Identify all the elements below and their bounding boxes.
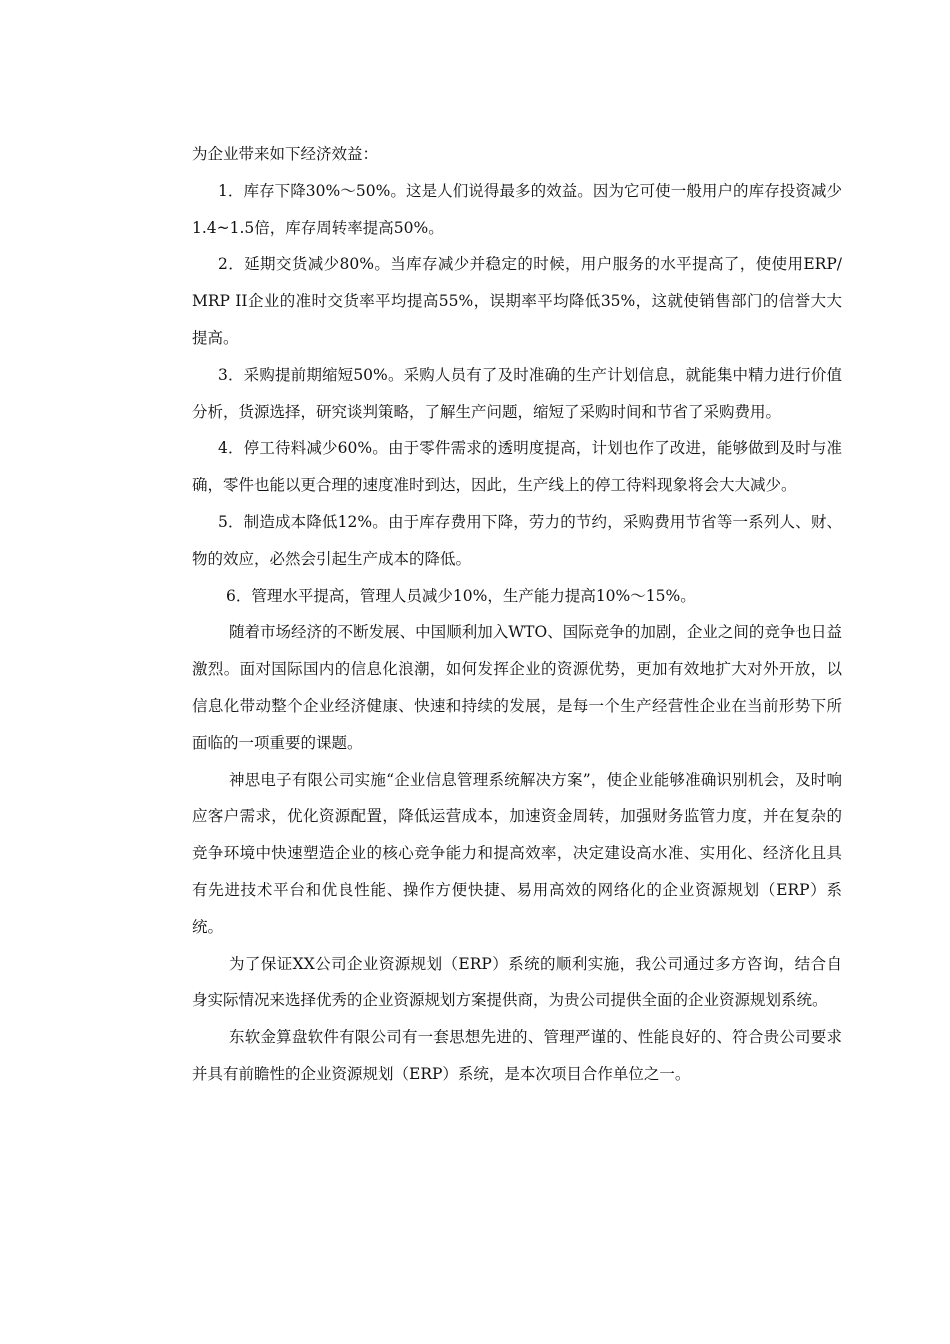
benefit-item-1: 1．库存下降30%～50%。这是人们说得最多的效益。因为它可使一般用户的库存投资减少1.4~1.5倍，库存周转率提高50%。 (192, 181, 842, 237)
benefit-item-5: 5．制造成本降低12%。由于库存费用下降，劳力的节约，采购费用节省等一系列人、财、物的效应，必然会引起生产成本的降低。 (192, 512, 842, 568)
benefit-item-2: 2．延期交货减少80%。当库存减少并稳定的时候，用户服务的水平提高了，使使用ERP/MRP II企业的准时交货率平均提高55%，误期率平均降低35%，这就使销售部门的信誉大大提高。 (192, 255, 842, 347)
document-body (192, 136, 842, 1093)
erp-selection-paragraph: 为了保证XX公司企业资源规划（ERP）系统的顺利实施，我公司通过多方咨询，结合自身实际情况来选择优秀的企业资源规划方案提供商，为贵公司提供全面的企业资源规划系统。 (192, 954, 842, 1010)
benefit-item-6: 6．管理水平提高，管理人员减少10%，生产能力提高10%～15%。 (226, 586, 696, 605)
benefit-item-3: 3．采购提前期缩短50%。采购人员有了及时准确的生产计划信息，就能集中精力进行价值分析，货源选择，研究谈判策略，了解生产问题，缩短了采购时间和节省了采购费用。 (192, 365, 842, 421)
vendor-paragraph: 东软金算盘软件有限公司有一套思想先进的、管理严谨的、性能良好的、符合贵公司要求并具有前瞻性的企业资源规划（ERP）系统，是本次项目合作单位之一。 (192, 1028, 842, 1083)
benefit-item-4: 4．停工待料减少60%。由于零件需求的透明度提高，计划也作了改进，能够做到及时与准确，零件也能以更合理的速度准时到达，因此，生产线上的停工待料现象将会大大减少。 (192, 439, 842, 495)
intro-paragraph: 为企业带来如下经济效益： (192, 145, 379, 163)
company-implementation-paragraph: 神思电子有限公司实施“企业信息管理系统解决方案”，使企业能够准确识别机会，及时响应客户需求，优化资源配置，降低运营成本，加速资金周转，加强财务监管力度，并在复杂的竞争环境中快速塑造企业的核心竞争能力和提高效率，决定建设高水准、实用化、经济化且具有先进技术平台和优良性能、操作方便快捷、易用高效的网络化的企业资源规划（ERP）系统。 (192, 770, 842, 936)
market-context-paragraph: 随着市场经济的不断发展、中国顺利加入WTO、国际竞争的加剧，企业之间的竞争也日益激烈。面对国际国内的信息化浪潮，如何发挥企业的资源优势，更加有效地扩大对外开放，以信息化带动整个企业经济健康、快速和持续的发展，是每一个生产经营性企业在当前形势下所面临的一项重要的课题。 (192, 623, 842, 752)
